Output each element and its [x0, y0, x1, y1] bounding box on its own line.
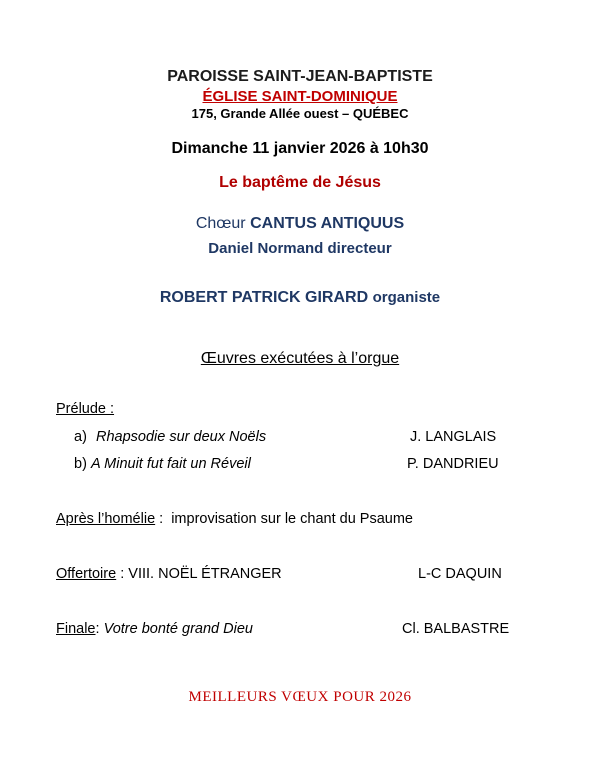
prelude-label: Prélude :	[56, 401, 115, 417]
new-year-wishes: MEILLEURS VŒUX POUR 2026	[188, 689, 412, 705]
offertory-label: Offertoire	[56, 566, 117, 582]
choir-line	[0, 215, 600, 233]
service-occasion: Le baptême de Jésus	[219, 174, 381, 191]
parish-name: PAROISSE SAINT-JEAN-BAPTISTE	[167, 68, 433, 85]
choir-name: CANTUS ANTIQUUS	[250, 215, 405, 232]
organist-line	[0, 289, 600, 307]
offertory-title: VIII. NOËL ÉTRANGER	[128, 566, 282, 582]
prelude-item-b-marker: b)	[74, 456, 87, 472]
homily-separator: :	[155, 511, 164, 527]
offertory-composer: L-C DAQUIN	[418, 566, 502, 582]
choir-prefix: Chœur	[195, 215, 251, 232]
service-date: Dimanche 11 janvier 2026 à 10h30	[171, 140, 429, 157]
homily-text: improvisation sur le chant du Psaume	[171, 511, 413, 527]
prelude-item-b-composer: P. DANDRIEU	[407, 456, 499, 472]
prelude-item-a-marker: a)	[74, 429, 87, 445]
offertory-separator: :	[116, 566, 125, 582]
organist-name: ROBERT PATRICK GIRARD	[159, 289, 369, 306]
prelude-item-a-title: Rhapsodie sur deux Noëls	[96, 429, 267, 445]
finale-composer: Cl. BALBASTRE	[402, 621, 510, 637]
choir-director: Daniel Normand directeur	[208, 240, 392, 257]
program-heading: Œuvres exécutées à l’orgue	[200, 350, 400, 367]
organist-role: organiste	[372, 289, 441, 306]
finale-title: Votre bonté grand Dieu	[103, 621, 253, 637]
finale-line	[56, 621, 253, 637]
church-name: ÉGLISE SAINT-DOMINIQUE	[202, 88, 398, 105]
prelude-item-a-composer: J. LANGLAIS	[410, 429, 497, 445]
offertory-line	[56, 566, 282, 582]
prelude-item-b-title: A Minuit fut fait un Réveil	[91, 456, 251, 472]
finale-label: Finale	[56, 621, 96, 637]
homily-line	[56, 511, 413, 527]
finale-separator: :	[95, 621, 100, 637]
church-address: 175, Grande Allée ouest – QUÉBEC	[191, 106, 409, 121]
homily-label: Après l’homélie	[56, 511, 156, 527]
